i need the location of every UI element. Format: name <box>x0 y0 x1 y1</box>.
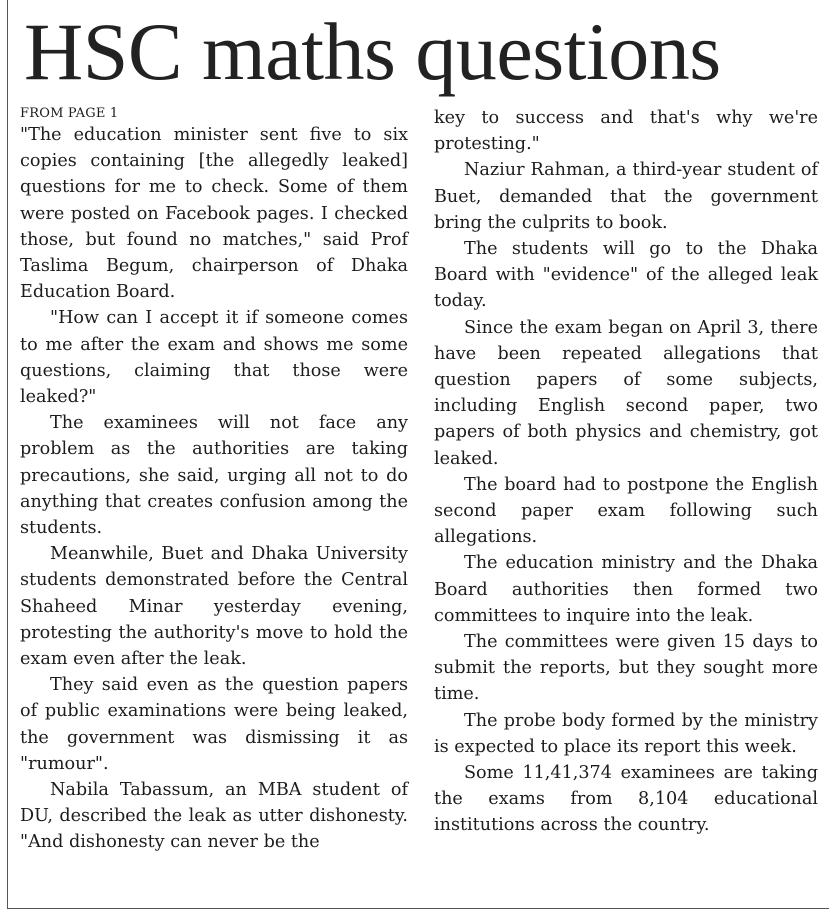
paragraph: Since the exam began on April 3, there have been repeated allegations that question papers of some subjects, including English second paper, two papers of both physics and chemistry, got leaked. <box>434 317 818 469</box>
paragraph: "The education minister sent five to six copies containing [the allegedly leaked] questions for me to check. Some of them were posted on Facebook pages. I checked those, but found no matches," said Prof Taslima Begum, chairperson of Dhaka Education Board. <box>20 125 408 303</box>
paragraph: The education ministry and the Dhaka Board authorities then formed two committees to inquire into the leak. <box>434 553 818 626</box>
paragraph: "How can I accept it if someone comes to me after the exam and shows me some questions, claiming that those were leaked?" <box>20 308 408 408</box>
paragraph: The examinees will not face any problem as the authorities are taking precautions, she said, urging all not to do anything that creates confusion among the students. <box>20 413 408 539</box>
bottom-rule <box>7 908 829 909</box>
paragraph: Naziur Rahman, a third-year student of Buet, demanded that the government bring the culprits to book. <box>434 160 818 233</box>
right-column <box>434 105 818 839</box>
paragraph: Nabila Tabassum, an MBA student of DU, described the leak as utter dishonesty. "And dishonesty can never be the <box>20 780 408 853</box>
headline: HSC maths questions <box>24 6 721 97</box>
paragraph: They said even as the question papers of public examinations were being leaked, the government was dismissing it as "rumour". <box>20 675 408 774</box>
paragraph: The board had to postpone the English second paper exam following such allegations. <box>434 474 818 548</box>
paragraph: Some 11,41,374 examinees are taking the exams from 8,104 educational institutions across the country. <box>434 763 818 836</box>
paragraph: The probe body formed by the ministry is expected to place its report this week. <box>434 710 818 757</box>
left-column <box>20 105 408 856</box>
left-column-rule <box>7 0 8 908</box>
dateline: FROM PAGE 1 <box>20 106 119 121</box>
paragraph: The committees were given 15 days to submit the reports, but they sought more time. <box>434 632 818 705</box>
paragraph: key to success and that's why we're protesting." <box>434 108 818 155</box>
paragraph: Meanwhile, Buet and Dhaka University students demonstrated before the Central Shaheed Minar yesterday evening, protesting the authority's move to hold the exam even after the leak. <box>20 544 408 670</box>
paragraph: The students will go to the Dhaka Board with "evidence" of the alleged leak today. <box>434 239 818 312</box>
